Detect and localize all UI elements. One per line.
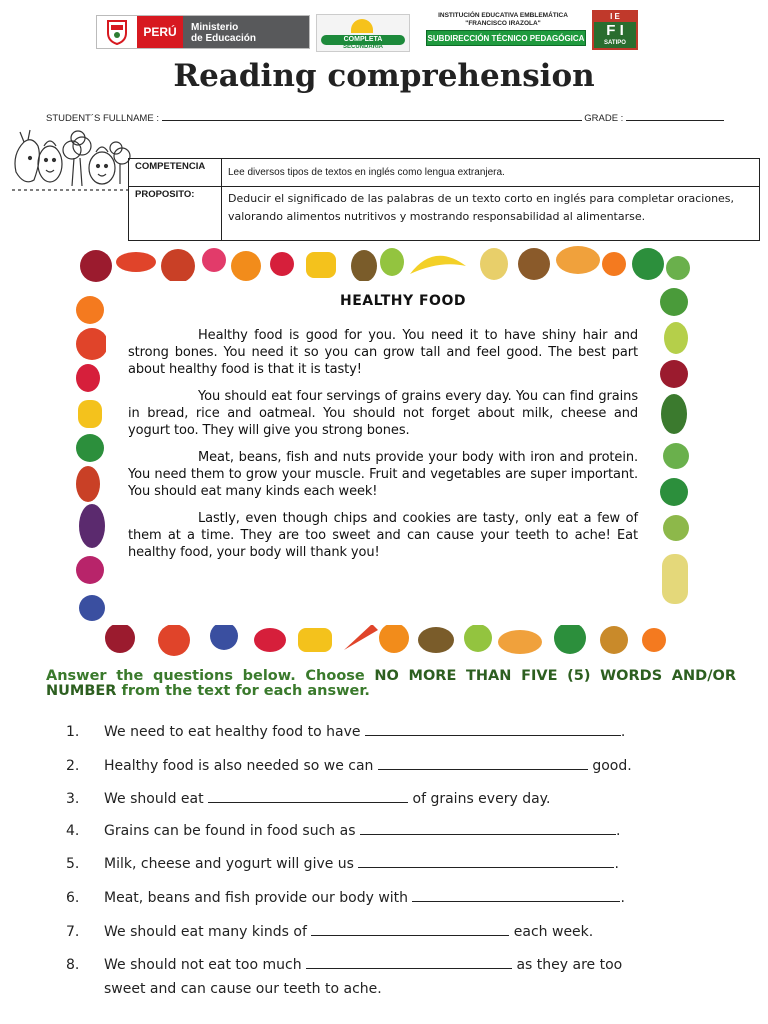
- reading-paragraph-4: Lastly, even though chips and cookies are tasty, only eat a few of them at a time. They are too sweet and can cause your teeth to ache! Eat healthy food, your body will thank you!: [128, 511, 638, 560]
- answer-blank-3[interactable]: [208, 791, 408, 803]
- reading-paragraph-2: You should eat four servings of grains every day. You can find grains in bread, rice and oatmeal. You should not forget about milk, cheese and yogurt too. They will give you strong bones.: [128, 389, 638, 438]
- question-6: 6. Meat, beans and fish provide our body with .: [66, 890, 625, 906]
- question-8: 8. We should not eat too much as they are too sweet and can cause our teeth to ache.: [66, 957, 623, 997]
- ministry-name: Ministerio de Educación: [183, 16, 309, 48]
- peru-ministry-logo: [96, 15, 310, 49]
- answer-blank-2[interactable]: [378, 758, 588, 770]
- school-logo-sub: SECUNDARIA: [342, 44, 383, 50]
- question-4: 4. Grains can be found in food such as .: [66, 823, 621, 839]
- answer-blank-1[interactable]: [365, 724, 621, 736]
- reading-passage: [106, 281, 658, 625]
- question-5: 5. Milk, cheese and yogurt will give us .: [66, 856, 619, 872]
- sun-icon: [351, 19, 373, 33]
- question-7: 7. We should eat many kinds of each week.: [66, 924, 594, 940]
- grade-field[interactable]: [626, 112, 724, 121]
- competency-label: COMPETENCIA: [129, 159, 222, 187]
- fullname-label: STUDENT´S FULLNAME :: [46, 113, 159, 124]
- fullname-field[interactable]: [162, 112, 582, 121]
- reading-paragraph-3: Meat, beans, fish and nuts provide your body with iron and protein. You need them to grow your muscle. Fruit and vegetables are super important. You should eat many kinds each week!: [128, 450, 638, 499]
- answer-blank-7[interactable]: [311, 924, 509, 936]
- peru-shield-icon: [97, 16, 137, 48]
- page-title: Reading comprehension: [173, 58, 595, 94]
- answer-blank-8[interactable]: [306, 957, 512, 969]
- question-2: 2. Healthy food is also needed so we can good.: [66, 758, 632, 774]
- vegetable-characters-icon: [10, 128, 134, 198]
- student-info-line: [46, 112, 724, 124]
- answer-blank-4[interactable]: [360, 823, 616, 835]
- reading-paragraph-1: Healthy food is good for you. You need it to have shiny hair and strong bones. You need it so you can grow tall and feel good. The best part about healthy food is that it is tasty!: [128, 328, 638, 377]
- instructions: Answer the questions below. Choose NO MORE THAN FIVE (5) WORDS AND/OR NUMBER from the text for each answer.: [46, 668, 736, 699]
- school-logo: [316, 14, 410, 52]
- ie-crest-logo: I E F I SATIPO: [592, 10, 638, 50]
- reading-title: HEALTHY FOOD: [340, 293, 466, 309]
- question-1: 1. We need to eat healthy food to have .: [66, 724, 626, 740]
- institution-name: INSTITUCIÓN EDUCATIVA EMBLEMÁTICA "FRANCISCO IRAZOLA": [438, 12, 568, 27]
- competency-value: Lee diversos tipos de textos en inglés como lengua extranjera.: [222, 159, 760, 187]
- answer-blank-6[interactable]: [412, 890, 620, 902]
- question-8-continuation: sweet and can cause our teeth to ache.: [104, 981, 382, 997]
- question-3: 3. We should eat of grains every day.: [66, 791, 551, 807]
- competency-table: [128, 158, 760, 241]
- subdirection-band: SUBDIRECCIÓN TÉCNICO PEDAGÓGICA: [426, 30, 586, 46]
- purpose-value: Deducir el significado de las palabras de un texto corto en inglés para completar oraciones, valorando alimentos nutritivos y mostrando responsabilidad al alimentarse.: [222, 187, 760, 241]
- school-logo-text: COMPLETA: [321, 35, 405, 45]
- peru-label: PERÚ: [137, 16, 183, 48]
- answer-blank-5[interactable]: [358, 856, 614, 868]
- grade-label: GRADE :: [584, 113, 624, 124]
- purpose-label: PROPOSITO:: [129, 187, 222, 241]
